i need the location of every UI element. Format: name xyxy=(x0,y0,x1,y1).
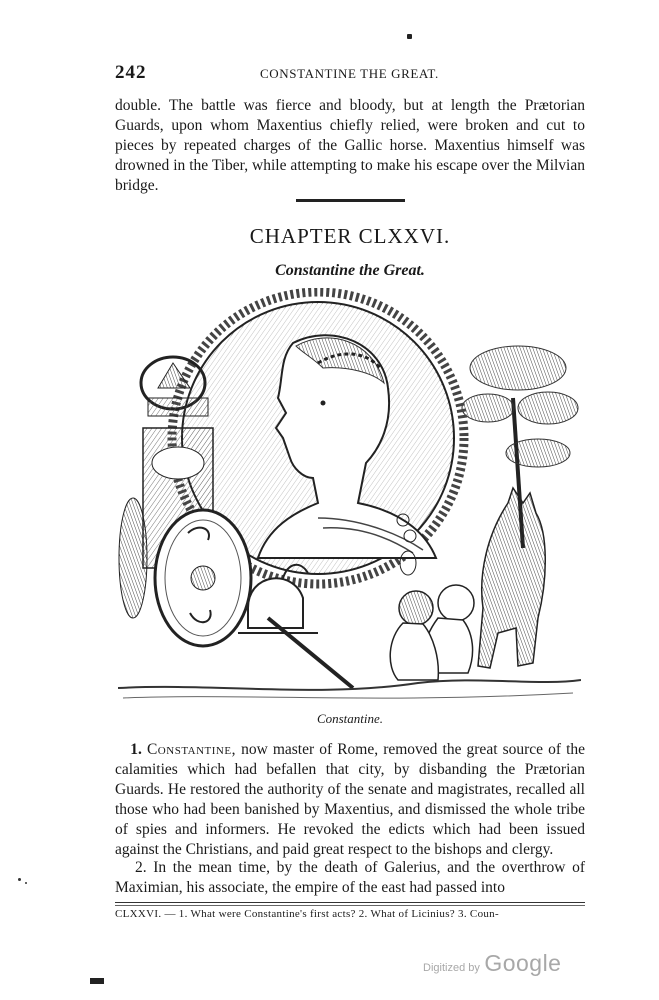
twin-infants xyxy=(390,585,474,680)
section-1-number: 1. xyxy=(130,741,142,758)
section-divider xyxy=(296,199,405,202)
chapter-title: CHAPTER CLXXVI. xyxy=(249,224,451,248)
scan-speck xyxy=(90,978,104,984)
print-mark xyxy=(407,34,412,39)
continuation-paragraph: double. The battle was fierce and bloody, but at length the Prætorian Guards, upon whom Maxentius chiefly relied, were broken and cut to pieces by repeated charges of the Gallic horse. Maxentius himself was drowned in the Tiber, while attempting to make his escape over the Milvian bridge. xyxy=(115,97,585,194)
page-number: 242 xyxy=(115,62,147,83)
footer-rule xyxy=(115,902,585,903)
sword xyxy=(268,618,353,688)
scan-speck xyxy=(18,878,21,881)
study-questions: CLXXVI. — 1. What were Constantine's first acts? 2. What of Licinius? 3. Coun- xyxy=(115,908,499,920)
figure-caption: Constantine. xyxy=(316,711,384,726)
section-1-paragraph xyxy=(115,740,585,860)
watermark-brand: Google xyxy=(484,950,562,976)
page-header xyxy=(115,62,585,84)
section-1-lead: Constantine, xyxy=(146,741,236,758)
scan-speck xyxy=(25,882,27,884)
digitization-watermark xyxy=(423,950,561,977)
running-title: CONSTANTINE THE GREAT. xyxy=(260,66,439,81)
section-2-text: 2. In the mean time, by the death of Galerius, and the overthrow of Maximian, his associate, the empire of the east had passed into xyxy=(115,859,585,896)
watermark-prefix: Digitized by xyxy=(423,962,480,974)
she-wolf xyxy=(478,488,545,668)
footer-rule-secondary xyxy=(115,905,585,906)
section-2-paragraph xyxy=(115,858,585,898)
section-1-text: now master of Rome, removed the great source of the calamities which had befallen that city, by disbanding the Prætorian Guards. He restored the authority of the senate and magistrates, recalled all those who had been banished by Maxentius, and dismissed the whole tribe of spies and informers. He revoked the edicts which had been issued against the Christians, and paid great respect to the bishops and clergy. xyxy=(115,741,586,858)
chapter-subtitle: Constantine the Great. xyxy=(275,262,425,279)
shield xyxy=(155,510,251,646)
constantine-engraving xyxy=(118,288,581,708)
